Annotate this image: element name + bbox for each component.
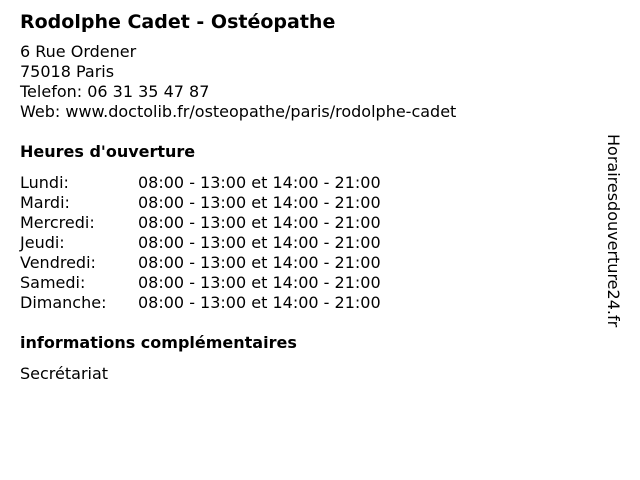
watermark-text: Horairesdouverture24.fr bbox=[604, 134, 623, 328]
hours-day: Jeudi: bbox=[20, 233, 65, 252]
hours-day: Samedi: bbox=[20, 273, 86, 292]
hours-day: Mercredi: bbox=[20, 213, 95, 232]
hours-day: Mardi: bbox=[20, 193, 70, 212]
hours-row bbox=[20, 253, 600, 273]
hours-time: 08:00 - 13:00 et 14:00 - 21:00 bbox=[138, 253, 381, 272]
web-line: Web: www.doctolib.fr/osteopathe/paris/rodolphe-cadet bbox=[20, 102, 457, 121]
hours-time: 08:00 - 13:00 et 14:00 - 21:00 bbox=[138, 193, 381, 212]
hours-row bbox=[20, 233, 600, 253]
hours-row bbox=[20, 213, 600, 233]
address-city: 75018 Paris bbox=[20, 62, 115, 81]
hours-day: Vendredi: bbox=[20, 253, 96, 272]
info-text: Secrétariat bbox=[20, 364, 109, 383]
hours-time: 08:00 - 13:00 et 14:00 - 21:00 bbox=[138, 213, 381, 232]
hours-time: 08:00 - 13:00 et 14:00 - 21:00 bbox=[138, 233, 381, 252]
address-street: 6 Rue Ordener bbox=[20, 42, 137, 61]
hours-day: Lundi: bbox=[20, 173, 69, 192]
hours-table bbox=[20, 173, 600, 313]
info-heading: informations complémentaires bbox=[20, 333, 297, 352]
hours-row bbox=[20, 193, 600, 213]
hours-row bbox=[20, 273, 600, 293]
phone-line: Telefon: 06 31 35 47 87 bbox=[20, 82, 210, 101]
address-block bbox=[20, 42, 600, 122]
hours-day: Dimanche: bbox=[20, 293, 107, 312]
hours-heading: Heures d'ouverture bbox=[20, 142, 196, 161]
hours-row bbox=[20, 293, 600, 313]
hours-time: 08:00 - 13:00 et 14:00 - 21:00 bbox=[138, 273, 381, 292]
page-title: Rodolphe Cadet - Ostéopathe bbox=[20, 11, 336, 33]
hours-row bbox=[20, 173, 600, 193]
listing-card bbox=[20, 10, 600, 384]
hours-time: 08:00 - 13:00 et 14:00 - 21:00 bbox=[138, 173, 381, 192]
hours-time: 08:00 - 13:00 et 14:00 - 21:00 bbox=[138, 293, 381, 312]
